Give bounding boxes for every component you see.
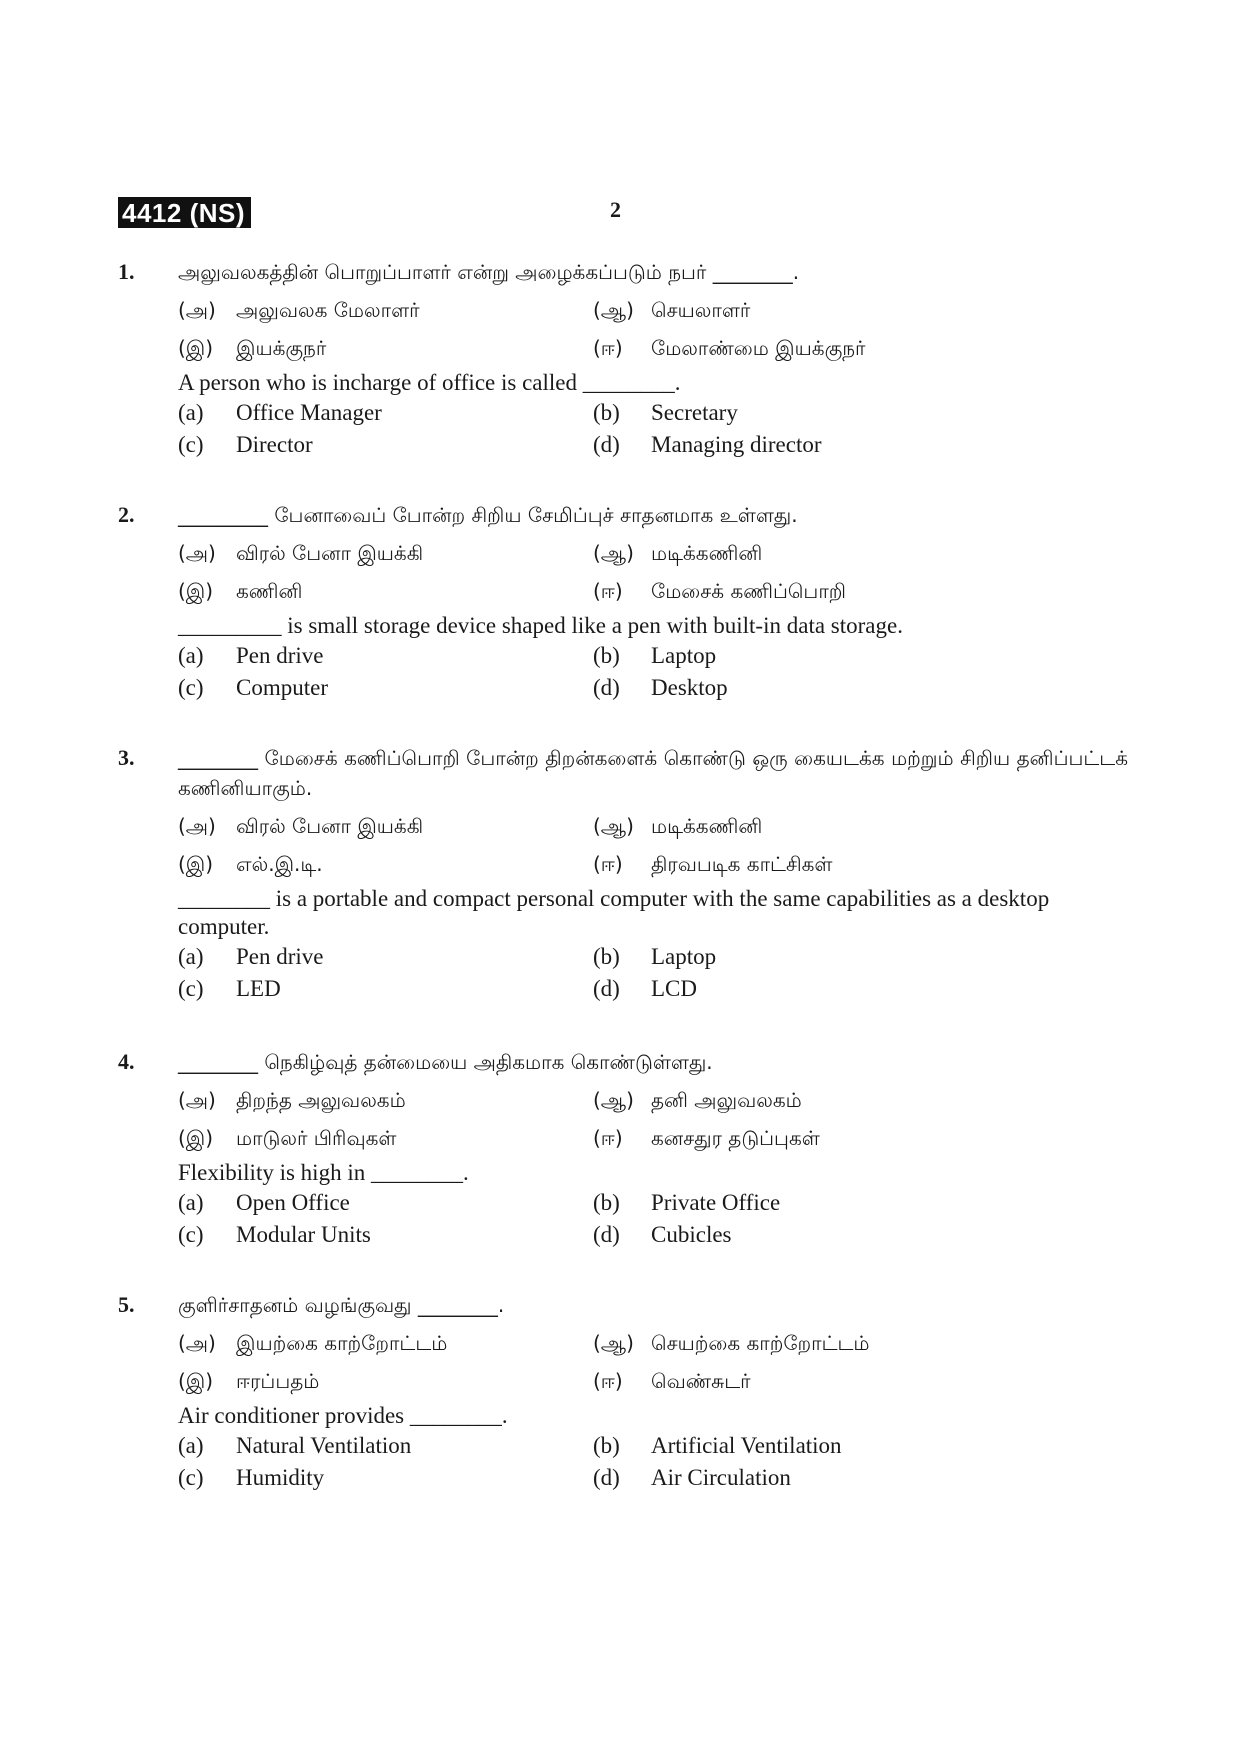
option-text: LED <box>236 976 281 1001</box>
option-text: Managing director <box>651 432 822 457</box>
tamil-option <box>178 572 593 610</box>
option-label: (b) <box>593 944 620 969</box>
english-option <box>593 941 1128 973</box>
option-label: (b) <box>593 400 620 425</box>
option-text: Computer <box>236 675 328 700</box>
option-text: வெண்சுடர் <box>651 1369 751 1393</box>
option-text: Director <box>236 432 313 457</box>
option-text: ஈரப்பதம் <box>236 1369 320 1393</box>
english-option <box>593 973 1128 1005</box>
tamil-option <box>178 1362 593 1400</box>
option-text: Secretary <box>651 400 738 425</box>
option-text: அலுவலக மேலாளர் <box>236 298 420 322</box>
tamil-option <box>178 1324 593 1362</box>
option-label: (a) <box>178 400 204 425</box>
tamil-option <box>593 291 1128 329</box>
english-question-text: Flexibility is high in ________. <box>178 1160 469 1185</box>
english-option <box>593 640 1128 672</box>
option-label: (d) <box>593 675 620 700</box>
option-label: (d) <box>593 1465 620 1490</box>
option-text: மேசைக் கணிப்பொறி <box>651 579 846 603</box>
option-text: Cubicles <box>651 1222 732 1247</box>
option-label: (c) <box>178 1222 204 1247</box>
english-option <box>593 429 1128 461</box>
option-label: (ஈ) <box>593 852 623 876</box>
option-label: (ஆ) <box>593 814 634 838</box>
tamil-option <box>593 1324 1128 1362</box>
english-option <box>593 1219 1128 1251</box>
option-label: (ஆ) <box>593 1331 634 1355</box>
tamil-options <box>178 1324 1128 1400</box>
option-label: (அ) <box>178 1331 216 1355</box>
option-text: இயற்கை காற்றோட்டம் <box>236 1331 448 1355</box>
english-option <box>178 1219 593 1251</box>
option-text: எல்.இ.டி. <box>236 852 323 876</box>
option-label: (c) <box>178 432 204 457</box>
question-number: 3. <box>118 745 135 770</box>
english-options <box>178 397 1128 461</box>
english-question-text: ________ is a portable and compact personal computer with the same capabilities as a desktop computer. <box>178 886 1055 939</box>
option-text: தனி அலுவலகம் <box>651 1088 802 1112</box>
page-number: 2 <box>610 197 621 222</box>
english-option <box>593 1187 1128 1219</box>
tamil-option <box>593 1119 1128 1157</box>
english-option <box>178 1430 593 1462</box>
option-text: மடிக்கணினி <box>651 814 763 838</box>
tamil-option <box>178 291 593 329</box>
option-label: (இ) <box>178 336 214 360</box>
option-text: Laptop <box>651 944 717 969</box>
option-label: (ஈ) <box>593 1126 623 1150</box>
option-text: Open Office <box>236 1190 350 1215</box>
option-label: (ஈ) <box>593 1369 623 1393</box>
english-option <box>178 672 593 704</box>
option-label: (a) <box>178 643 204 668</box>
tamil-option <box>178 534 593 572</box>
option-label: (ஆ) <box>593 1088 634 1112</box>
tamil-option <box>593 534 1128 572</box>
option-label: (அ) <box>178 298 216 322</box>
tamil-question-text: _________ பேனாவைப் போன்ற சிறிய சேமிப்புச் சாதனமாக உள்ளது. <box>178 503 798 527</box>
option-label: (ஆ) <box>593 298 634 322</box>
option-label: (c) <box>178 1465 204 1490</box>
option-text: திரவபடிக காட்சிகள் <box>651 852 833 876</box>
option-label: (இ) <box>178 579 214 603</box>
option-label: (d) <box>593 1222 620 1247</box>
option-label: (c) <box>178 976 204 1001</box>
tamil-option <box>593 572 1128 610</box>
option-text: கனசதுர தடுப்புகள் <box>651 1126 820 1150</box>
option-text: Air Circulation <box>651 1465 791 1490</box>
tamil-question-text: அலுவலகத்தின் பொறுப்பாளர் என்று அழைக்கப்படும் நபர் ________. <box>178 260 800 284</box>
tamil-options <box>178 291 1128 367</box>
page-header <box>118 197 1128 237</box>
english-options <box>178 640 1128 704</box>
english-option <box>593 672 1128 704</box>
option-text: Pen drive <box>236 643 324 668</box>
tamil-question-text: ________ மேசைக் கணிப்பொறி போன்ற திறன்களைக் கொண்டு ஒரு கையடக்க மற்றும் சிறிய தனிப்பட்டக் கணினியாகும். <box>178 746 1135 800</box>
english-option <box>178 941 593 973</box>
tamil-option <box>178 807 593 845</box>
english-question-text: A person who is incharge of office is called ________. <box>178 370 681 395</box>
option-text: Natural Ventilation <box>236 1433 412 1458</box>
option-text: செயற்கை காற்றோட்டம் <box>651 1331 870 1355</box>
option-text: Pen drive <box>236 944 324 969</box>
option-label: (அ) <box>178 1088 216 1112</box>
option-text: Office Manager <box>236 400 382 425</box>
option-text: செயலாளர் <box>651 298 751 322</box>
tamil-options <box>178 1081 1128 1157</box>
option-label: (அ) <box>178 541 216 565</box>
option-label: (ஈ) <box>593 336 623 360</box>
option-text: திறந்த அலுவலகம் <box>236 1088 406 1112</box>
english-option <box>178 1462 593 1494</box>
english-option <box>178 640 593 672</box>
option-text: Desktop <box>651 675 728 700</box>
tamil-option <box>593 845 1128 883</box>
question-number: 5. <box>118 1292 135 1317</box>
question-number: 1. <box>118 259 135 284</box>
option-label: (c) <box>178 675 204 700</box>
tamil-options <box>178 807 1128 883</box>
english-option <box>178 1187 593 1219</box>
tamil-option <box>593 1081 1128 1119</box>
option-text: Artificial Ventilation <box>651 1433 842 1458</box>
paper-code-badge: 4412 (NS) <box>118 197 251 228</box>
english-option <box>593 1462 1128 1494</box>
option-text: மாடுலர் பிரிவுகள் <box>236 1126 397 1150</box>
option-label: (a) <box>178 1190 204 1215</box>
option-text: இயக்குநர் <box>236 336 327 360</box>
option-text: விரல் பேனா இயக்கி <box>236 541 424 565</box>
option-text: Private Office <box>651 1190 781 1215</box>
option-label: (b) <box>593 1433 620 1458</box>
english-options <box>178 941 1128 1005</box>
option-label: (இ) <box>178 1126 214 1150</box>
option-label: (இ) <box>178 852 214 876</box>
tamil-option <box>593 1362 1128 1400</box>
english-question-text: Air conditioner provides ________. <box>178 1403 508 1428</box>
english-option <box>178 429 593 461</box>
option-text: மடிக்கணினி <box>651 541 763 565</box>
english-option <box>178 973 593 1005</box>
english-option <box>593 397 1128 429</box>
option-label: (a) <box>178 1433 204 1458</box>
english-option <box>593 1430 1128 1462</box>
option-label: (b) <box>593 643 620 668</box>
english-question-text: _________ is small storage device shaped like a pen with built-in data storage. <box>178 613 903 638</box>
option-label: (d) <box>593 432 620 457</box>
tamil-options <box>178 534 1128 610</box>
tamil-option <box>593 329 1128 367</box>
english-options <box>178 1430 1128 1494</box>
tamil-option <box>178 329 593 367</box>
english-options <box>178 1187 1128 1251</box>
option-text: Modular Units <box>236 1222 371 1247</box>
question-number: 2. <box>118 502 135 527</box>
tamil-question-text: குளிர்சாதனம் வழங்குவது ________. <box>178 1293 505 1317</box>
option-text: LCD <box>651 976 697 1001</box>
option-text: விரல் பேனா இயக்கி <box>236 814 424 838</box>
question-number: 4. <box>118 1049 135 1074</box>
tamil-option <box>178 845 593 883</box>
tamil-option <box>178 1081 593 1119</box>
option-label: (அ) <box>178 814 216 838</box>
option-text: கணினி <box>236 579 303 603</box>
tamil-question-text: ________ நெகிழ்வுத் தன்மையை அதிகமாக கொண்டுள்ளது. <box>178 1050 713 1074</box>
option-label: (இ) <box>178 1369 214 1393</box>
option-label: (ஈ) <box>593 579 623 603</box>
option-text: Humidity <box>236 1465 325 1490</box>
option-label: (ஆ) <box>593 541 634 565</box>
option-label: (d) <box>593 976 620 1001</box>
option-label: (a) <box>178 944 204 969</box>
option-text: மேலாண்மை இயக்குநர் <box>651 336 866 360</box>
tamil-option <box>593 807 1128 845</box>
english-option <box>178 397 593 429</box>
option-label: (b) <box>593 1190 620 1215</box>
tamil-option <box>178 1119 593 1157</box>
option-text: Laptop <box>651 643 717 668</box>
